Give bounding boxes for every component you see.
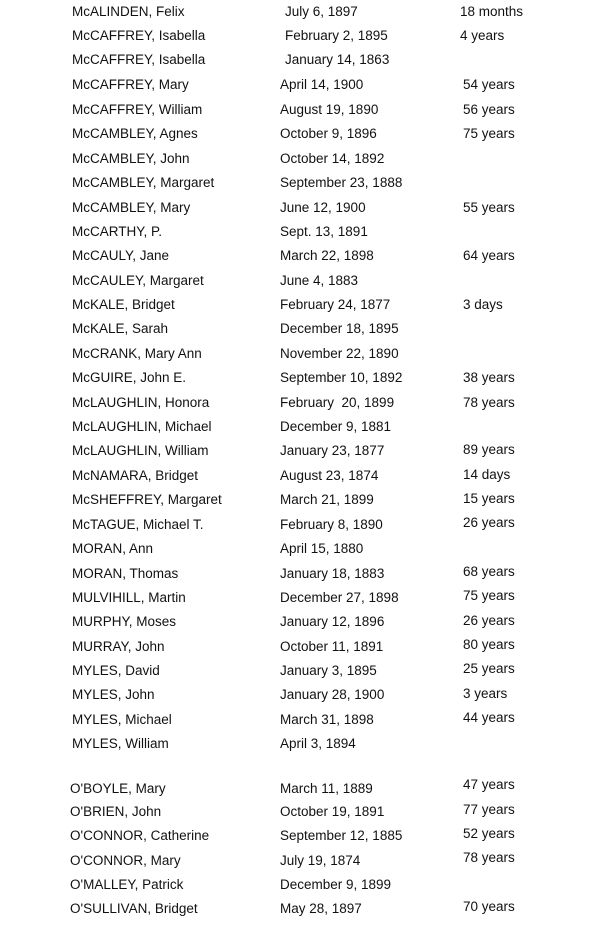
- record-name: McCAFFREY, Mary: [72, 77, 189, 92]
- record-name: McCAULEY, Margaret: [72, 273, 204, 288]
- record-age: 15 years: [463, 491, 515, 506]
- record-date: December 9, 1899: [280, 877, 392, 892]
- record-date: February 24, 1877: [280, 297, 391, 312]
- record-name: McGUIRE, John E.: [72, 370, 187, 385]
- record-date: January 28, 1900: [280, 687, 385, 702]
- record-age: 89 years: [463, 442, 515, 457]
- record-age: 38 years: [463, 370, 515, 385]
- record-date: January 23, 1877: [280, 443, 385, 458]
- record-name: MURPHY, Moses: [72, 614, 177, 629]
- record-age: 77 years: [463, 802, 515, 817]
- record-name: McKALE, Sarah: [72, 321, 169, 336]
- record-date: February 2, 1895: [285, 28, 388, 43]
- record-date: April 14, 1900: [280, 77, 364, 92]
- record-date: December 18, 1895: [280, 321, 399, 336]
- record-name: McCAMBLEY, Mary: [72, 200, 191, 215]
- record-name: O'SULLIVAN, Bridget: [70, 901, 198, 916]
- record-date: April 15, 1880: [280, 541, 364, 556]
- record-date: June 12, 1900: [280, 200, 366, 215]
- record-name: O'CONNOR, Catherine: [70, 828, 210, 843]
- record-date: March 11, 1889: [280, 781, 373, 796]
- record-date: July 6, 1897: [285, 4, 358, 19]
- record-age: 75 years: [463, 126, 515, 141]
- record-name: McCAMBLEY, Agnes: [72, 126, 198, 141]
- record-age: 44 years: [463, 710, 515, 725]
- record-name: McCAMBLEY, John: [72, 151, 190, 166]
- record-date: March 31, 1898: [280, 712, 374, 727]
- record-name: O'MALLEY, Patrick: [70, 877, 184, 892]
- record-age: 64 years: [463, 248, 515, 263]
- record-age: 47 years: [463, 777, 515, 792]
- record-date: January 3, 1895: [280, 663, 377, 678]
- record-age: 3 years: [463, 686, 508, 701]
- record-age: 52 years: [463, 826, 515, 841]
- record-name: O'BOYLE, Mary: [70, 781, 166, 796]
- record-date: August 19, 1890: [280, 102, 379, 117]
- record-name: MORAN, Ann: [72, 541, 154, 556]
- record-date: September 10, 1892: [280, 370, 403, 385]
- record-date: February 20, 1899: [280, 395, 395, 410]
- record-age: 68 years: [463, 564, 515, 579]
- record-name: McCAFFREY, William: [72, 102, 203, 117]
- record-name: O'CONNOR, Mary: [70, 853, 181, 868]
- record-name: MYLES, John: [72, 687, 155, 702]
- record-age: 55 years: [463, 200, 515, 215]
- record-name: MYLES, William: [72, 736, 169, 751]
- record-age: 56 years: [463, 102, 515, 117]
- record-age: 14 days: [463, 467, 511, 482]
- record-name: McALINDEN, Felix: [72, 4, 185, 19]
- record-date: January 12, 1896: [280, 614, 385, 629]
- record-date: April 3, 1894: [280, 736, 356, 751]
- record-name: McLAUGHLIN, Honora: [72, 395, 210, 410]
- record-name: McCAULY, Jane: [72, 248, 170, 263]
- record-name: MURRAY, John: [72, 639, 165, 654]
- record-name: McCAFFREY, Isabella: [72, 52, 206, 67]
- record-date: March 21, 1899: [280, 492, 374, 507]
- record-date: June 4, 1883: [280, 273, 359, 288]
- record-age: 3 days: [463, 297, 503, 312]
- record-name: O'BRIEN, John: [70, 804, 162, 819]
- record-name: McLAUGHLIN, Michael: [72, 419, 212, 434]
- record-date: May 28, 1897: [280, 901, 362, 916]
- record-date: July 19, 1874: [280, 853, 361, 868]
- record-date: January 18, 1883: [280, 566, 385, 581]
- record-name: McSHEFFREY, Margaret: [72, 492, 222, 507]
- record-date: August 23, 1874: [280, 468, 379, 483]
- record-date: February 8, 1890: [280, 517, 383, 532]
- record-name: McCRANK, Mary Ann: [72, 346, 202, 361]
- record-age: 75 years: [463, 588, 515, 603]
- record-name: McCAMBLEY, Margaret: [72, 175, 215, 190]
- record-age: 26 years: [463, 515, 515, 530]
- record-date: Sept. 13, 1891: [280, 224, 368, 239]
- record-name: McLAUGHLIN, William: [72, 443, 209, 458]
- record-age: 25 years: [463, 661, 515, 676]
- record-age: 54 years: [463, 77, 515, 92]
- record-age: 78 years: [463, 850, 515, 865]
- record-age: 70 years: [463, 899, 515, 914]
- record-date: September 23, 1888: [280, 175, 403, 190]
- record-date: December 9, 1881: [280, 419, 392, 434]
- record-date: November 22, 1890: [280, 346, 399, 361]
- record-age: 78 years: [463, 395, 515, 410]
- record-date: October 14, 1892: [280, 151, 385, 166]
- record-name: MULVIHILL, Martin: [72, 590, 186, 605]
- record-date: December 27, 1898: [280, 590, 399, 605]
- record-date: September 12, 1885: [280, 828, 403, 843]
- record-name: McKALE, Bridget: [72, 297, 175, 312]
- record-date: October 9, 1896: [280, 126, 377, 141]
- record-name: McNAMARA, Bridget: [72, 468, 199, 483]
- record-name: MYLES, David: [72, 663, 160, 678]
- record-age: 4 years: [460, 28, 505, 43]
- record-date: October 11, 1891: [280, 639, 384, 654]
- record-name: McCARTHY, P.: [72, 224, 163, 239]
- record-name: McTAGUE, Michael T.: [72, 517, 204, 532]
- record-name: MORAN, Thomas: [72, 566, 179, 581]
- record-date: October 19, 1891: [280, 804, 385, 819]
- record-date: March 22, 1898: [280, 248, 374, 263]
- record-name: MYLES, Michael: [72, 712, 172, 727]
- record-age: 80 years: [463, 637, 515, 652]
- record-age: 18 months: [460, 4, 524, 19]
- record-age: 26 years: [463, 613, 515, 628]
- record-date: January 14, 1863: [285, 52, 390, 67]
- record-name: McCAFFREY, Isabella: [72, 28, 206, 43]
